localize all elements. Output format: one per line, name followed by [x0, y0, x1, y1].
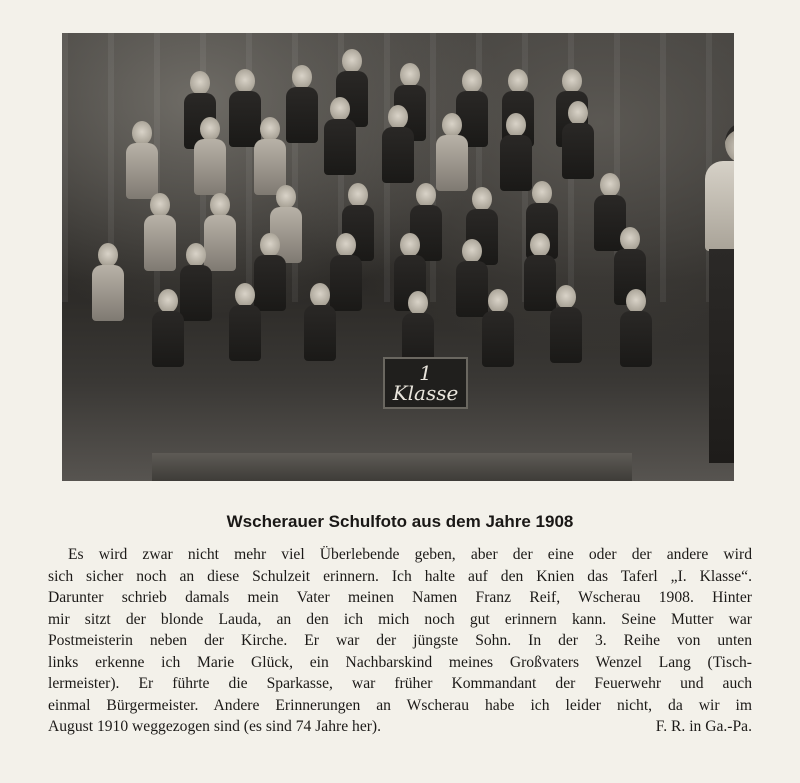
school-class-photo: [62, 33, 734, 481]
text-line: lermeister). Er führte die Sparkasse, war früher Kommandant der Feuerwehr und auch: [48, 675, 752, 692]
class-sign-word: Klasse: [392, 381, 459, 405]
article-title: Wscherauer Schulfoto aus dem Jahre 1908: [226, 512, 574, 531]
child-figure: [302, 283, 350, 433]
text-line: Es wird zwar nicht mehr viel Überlebende geben, aber der eine oder der andere wird: [68, 546, 752, 563]
child-figure: [560, 101, 596, 193]
child-figure: [227, 283, 275, 433]
child-figure: [548, 285, 596, 435]
text-line: einmal Bürgermeister. Andere Erinnerungen an Wscherau habe ich leider nicht, da wir im: [48, 696, 752, 714]
child-figure: [150, 289, 198, 439]
article-body: [48, 544, 752, 738]
child-figure: [618, 289, 666, 439]
bench: [152, 453, 632, 481]
child-figure: [284, 65, 320, 143]
child-figure: [480, 289, 528, 439]
class-sign: [383, 357, 468, 409]
child-figure: [142, 193, 178, 271]
text-line: links erkenne ich Marie Glück, ein Nachbarskind meines Großvaters Wenzel Lang (Tisch-: [48, 653, 752, 671]
text-line-last: [48, 716, 752, 738]
text-line: Darunter schrieb damals mein Vater meinen Namen Franz Reif, Wscherau 1908. Hinter: [48, 589, 752, 606]
author-signature: F. R. in Ga.-Pa.: [655, 718, 752, 735]
text-line: mir sitzt der blonde Lauda, an den ich mich noch gut erinnern kann. Seine Mutter war: [48, 610, 752, 628]
teacher-figure: [697, 123, 734, 463]
text-line: sich sicher noch an diese Schulzeit erinnern. Ich halte auf den Knien das Taferl „I. Klasse“.: [48, 567, 752, 585]
child-figure: [322, 97, 358, 189]
text-line: August 1910 weggezogen sind (es sind 74 Jahre her).: [48, 718, 382, 735]
class-sign-number: 1: [419, 361, 432, 385]
child-figure: [90, 243, 126, 363]
text-line: Postmeisterin neben der Kirche. Er war der jüngste Sohn. In der 3. Reihe von unten: [48, 632, 752, 649]
